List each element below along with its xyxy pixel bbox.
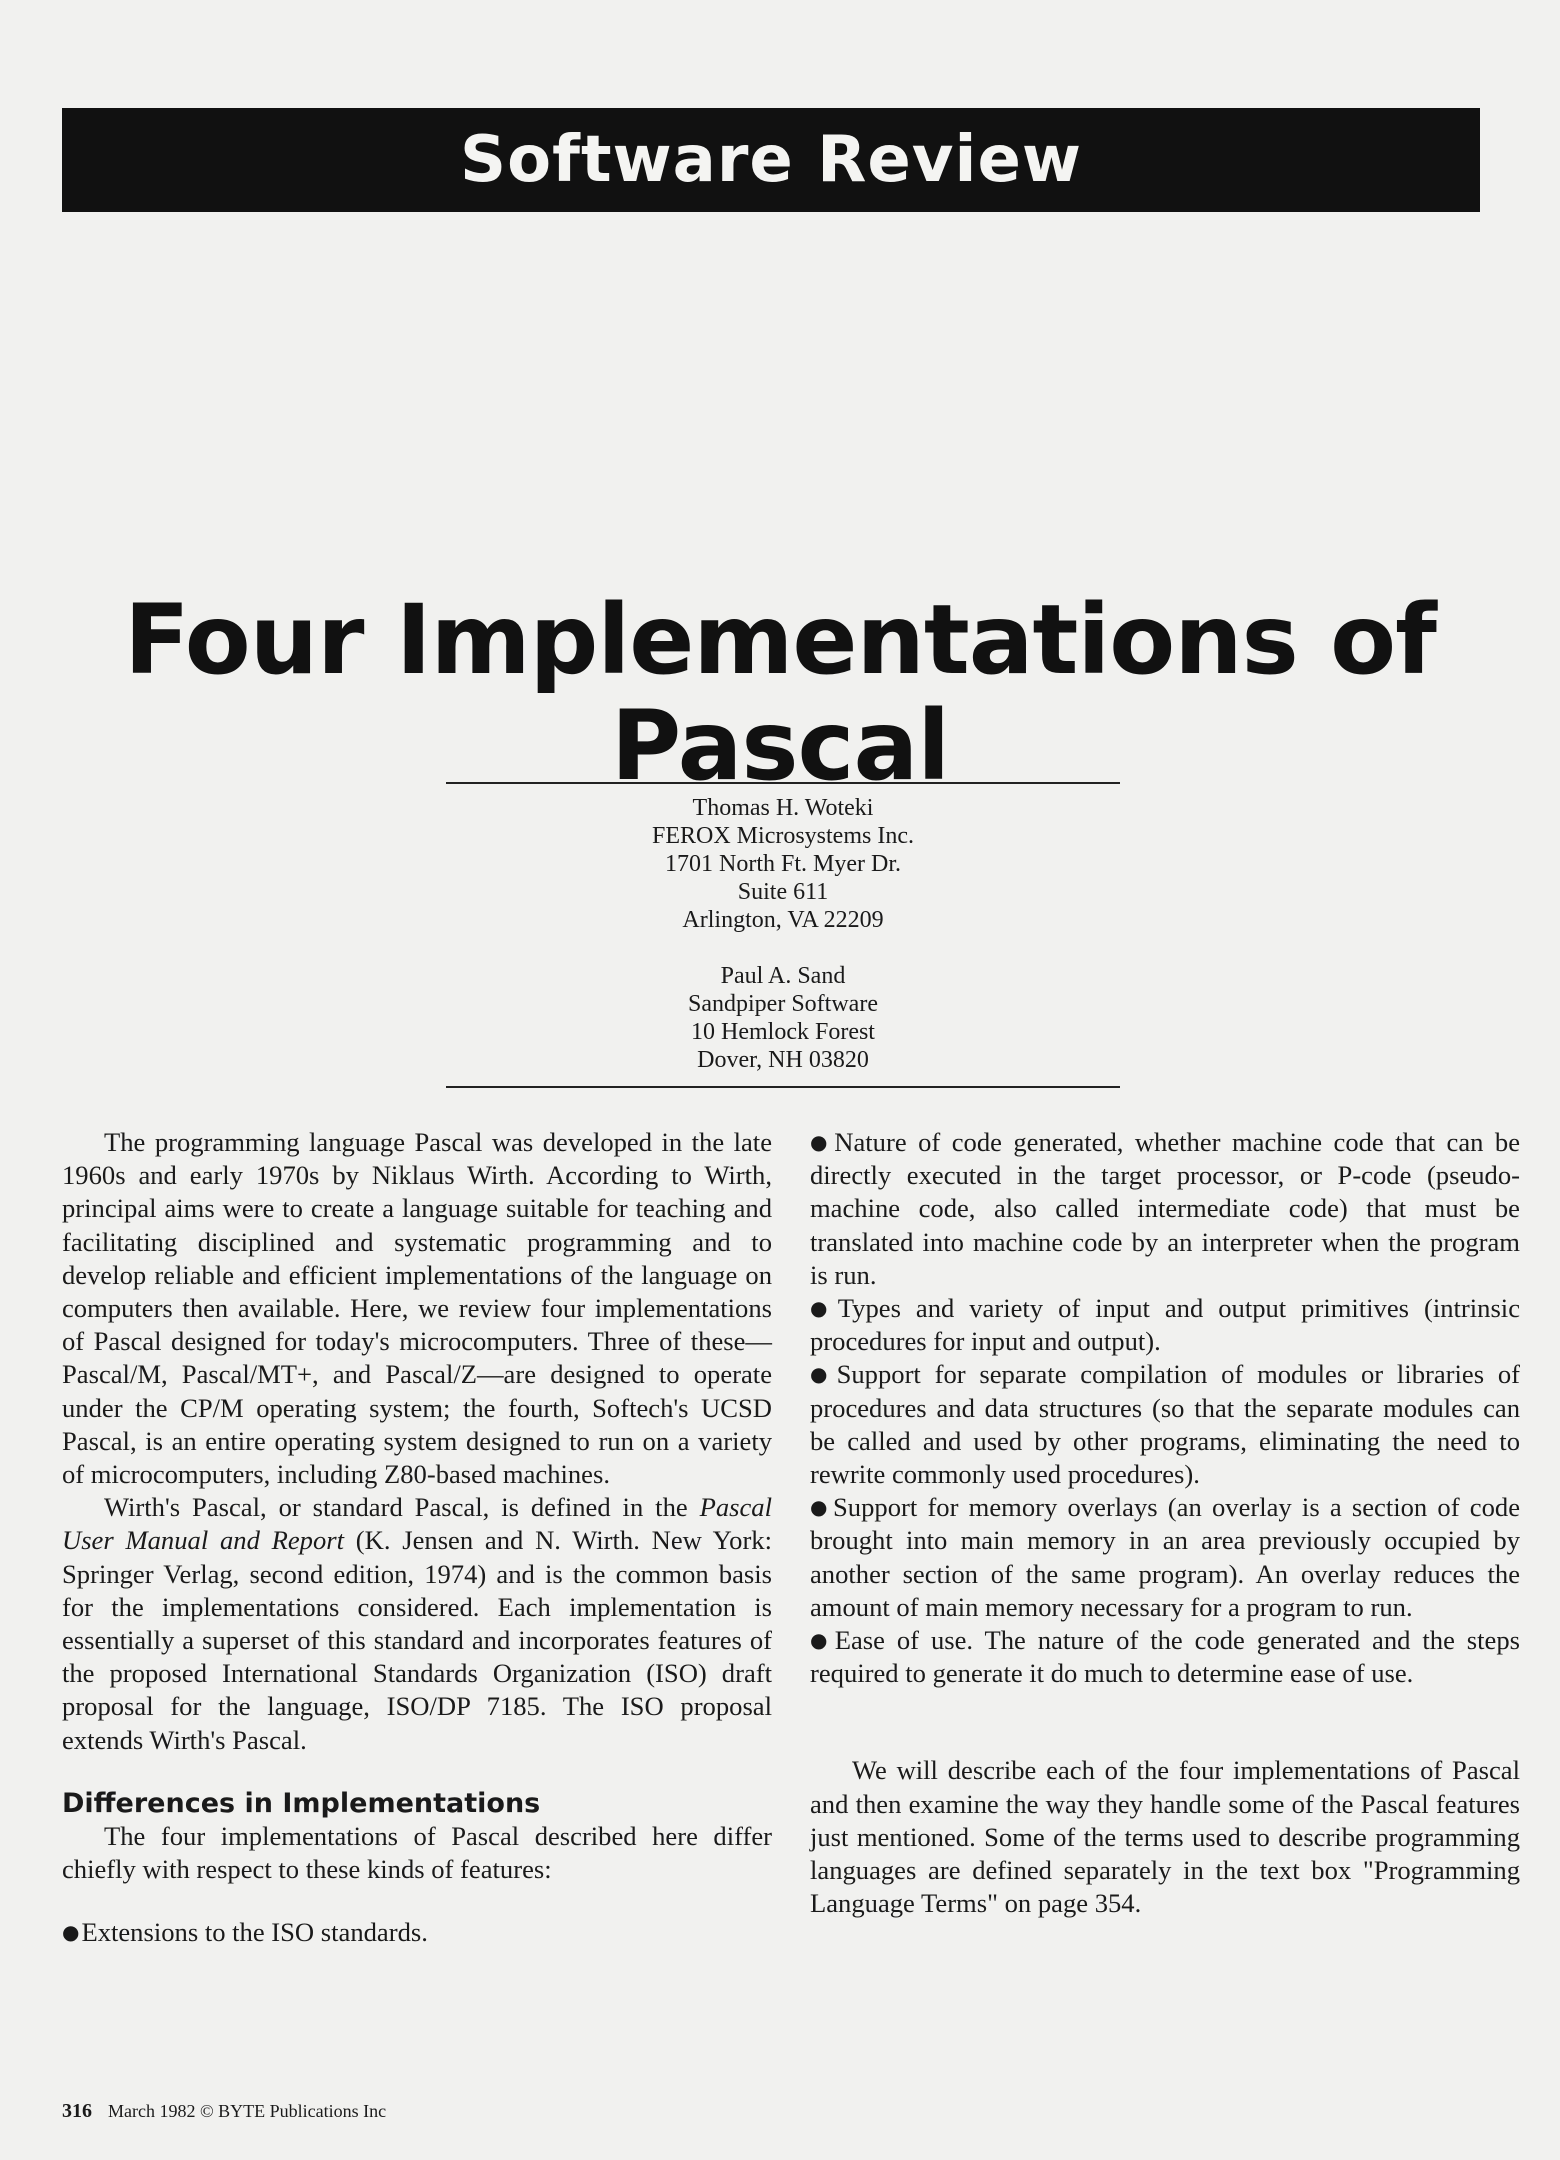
- section-banner: [62, 108, 1480, 212]
- list-item-text: Types and variety of input and output primitives (intrinsic procedures for input and output).: [810, 1293, 1520, 1357]
- list-item-text: Ease of use. The nature of the code generated and the steps required to generate it do much to determine ease of use.: [810, 1625, 1520, 1689]
- section-heading: Differences in Implementations: [62, 1787, 541, 1819]
- page-number: 316: [62, 2100, 92, 2122]
- bullet-icon: ●: [810, 1296, 836, 1321]
- author-block-2: [446, 962, 1120, 1074]
- book-title: Pascal User Manual and Report: [62, 1492, 772, 1556]
- author-company: Sandpiper Software: [688, 991, 878, 1017]
- author-block-1: [446, 794, 1120, 934]
- publication-credit: March 1982 © BYTE Publications Inc: [108, 2101, 387, 2121]
- list-item: [810, 1491, 1520, 1624]
- paragraph-standard-text: Wirth's Pascal, or standard Pascal, is defined in the: [104, 1492, 700, 1523]
- byline-bottom-rule: [446, 1086, 1120, 1088]
- list-item: [810, 1126, 1520, 1292]
- bullet-icon: ●: [810, 1495, 832, 1520]
- author-suite: Suite 611: [737, 879, 829, 905]
- bullet-icon: ●: [810, 1130, 833, 1154]
- bullet-icon: ●: [810, 1628, 833, 1653]
- author-company: FEROX Microsystems Inc.: [652, 823, 914, 849]
- paragraph-differences: The four implementations of Pascal described here differ chiefly with respect to these kinds of features:: [62, 1820, 772, 1885]
- author-city: Arlington, VA 22209: [682, 907, 884, 933]
- list-item: [62, 1916, 772, 1949]
- author-name: Paul A. Sand: [720, 963, 846, 989]
- list-item-text: Support for separate compilation of modules or libraries of procedures and data structures (so that the separate modules can be called and used by other programs, eliminating the need to rewrite commonly used procedures).: [810, 1359, 1520, 1490]
- list-item-text: Nature of code generated, whether machine code that can be directly executed in the target processor, or P-code (pseudo-machine code, also called intermediate code) that must be translated into machine code by an interpreter when the program is run.: [810, 1127, 1521, 1290]
- spacer: [810, 1690, 1520, 1754]
- author-address: 1701 North Ft. Myer Dr.: [665, 851, 901, 877]
- bullet-icon: ●: [810, 1362, 835, 1387]
- list-item: [810, 1292, 1520, 1358]
- author-name: Thomas H. Woteki: [692, 795, 874, 821]
- byline-top-rule: [446, 782, 1120, 784]
- left-column: [62, 1126, 772, 1949]
- section-label: Software Review: [460, 123, 1082, 197]
- list-item-text: Extensions to the ISO standards.: [81, 1917, 428, 1948]
- page-footer: [62, 2100, 386, 2123]
- paragraph-closing: We will describe each of the four implementations of Pascal and then examine the way they handle some of the Pascal features just mentioned. Some of the terms used to describe programming languages are defined separately in the text box "Programming Language Terms" on page 354.: [810, 1755, 1520, 1919]
- paragraph-standard: [62, 1491, 772, 1757]
- author-address: 10 Hemlock Forest: [691, 1019, 875, 1045]
- spacer: [62, 1886, 772, 1916]
- right-column: [810, 1126, 1520, 1920]
- author-city: Dover, NH 03820: [697, 1047, 869, 1073]
- bullet-icon: ●: [62, 1920, 80, 1945]
- list-item: [810, 1624, 1520, 1690]
- paragraph-standard-text-cont: (K. Jensen and N. Wirth. New York: Springer Verlag, second edition, 1974) and is the common basis for the implementations considered. Each implementation is essentially a superset of this standard and incorporates features of the proposed International Standards Organization (ISO) draft proposal for the language, ISO/DP 7185. The ISO proposal extends Wirth's Pascal.: [62, 1525, 772, 1755]
- list-item-text: Support for memory overlays (an overlay is a section of code brought into main memory in an area previously occupied by another section of the same program). An overlay reduces the amount of main memory necessary for a program to run.: [810, 1492, 1520, 1622]
- paragraph-intro: The programming language Pascal was developed in the late 1960s and early 1970s by Niklaus Wirth. According to Wirth, principal aims were to create a language suitable for teaching and facilitating disciplined and systematic programming and to develop reliable and efficient implementations of the language on computers then available. Here, we review four implementations of Pascal designed for today's microcomputers. Three of these—Pascal/M, Pascal/MT+, and Pascal/Z—are designed to operate under the CP/M operating system; the fourth, Softech's UCSD Pascal, is an entire operating system designed to run on a variety of microcomputers, including Z80-based machines.: [62, 1127, 772, 1490]
- article-title: Four Implementations of Pascal: [124, 584, 1436, 802]
- list-item: [810, 1358, 1520, 1491]
